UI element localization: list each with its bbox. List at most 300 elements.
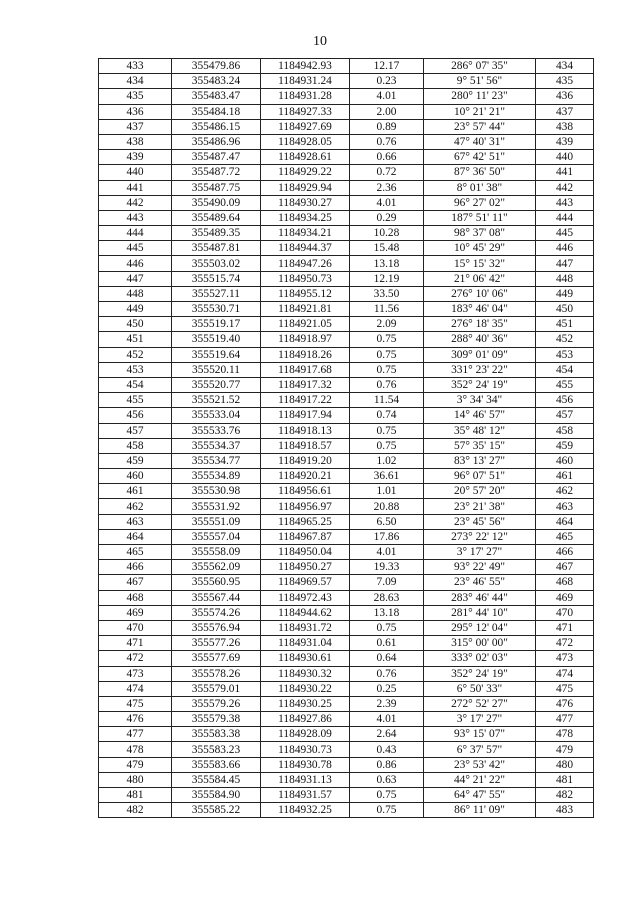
distance-cell: 13.18 [350,605,424,620]
table-row [99,696,594,711]
next-point-cell: 460 [536,453,594,468]
next-point-cell: 453 [536,347,594,362]
next-point-cell: 474 [536,666,594,681]
bearing-cell: 10° 21' 21" [424,104,536,119]
table-row [99,620,594,635]
next-point-cell: 458 [536,423,594,438]
y-coordinate-cell: 1184928.61 [261,150,350,165]
point-number-cell: 461 [99,484,172,499]
next-point-cell: 464 [536,514,594,529]
table-row [99,545,594,560]
y-coordinate-cell: 1184919.20 [261,453,350,468]
x-coordinate-cell: 355515.74 [172,271,261,286]
bearing-cell: 281° 44' 10" [424,605,536,620]
distance-cell: 13.18 [350,256,424,271]
distance-cell: 0.23 [350,74,424,89]
distance-cell: 6.50 [350,514,424,529]
table-row [99,605,594,620]
distance-cell: 0.64 [350,651,424,666]
point-number-cell: 468 [99,590,172,605]
bearing-cell: 280° 11' 23" [424,89,536,104]
x-coordinate-cell: 355489.35 [172,226,261,241]
next-point-cell: 434 [536,59,594,74]
next-point-cell: 437 [536,104,594,119]
point-number-cell: 480 [99,772,172,787]
distance-cell: 19.33 [350,560,424,575]
point-number-cell: 469 [99,605,172,620]
x-coordinate-cell: 355520.11 [172,362,261,377]
y-coordinate-cell: 1184930.25 [261,696,350,711]
distance-cell: 2.36 [350,180,424,195]
point-number-cell: 475 [99,696,172,711]
table-row [99,286,594,301]
distance-cell: 0.76 [350,377,424,392]
table-row [99,727,594,742]
distance-cell: 0.75 [350,620,424,635]
bearing-cell: 64° 47' 55" [424,788,536,803]
bearing-cell: 352° 24' 19" [424,377,536,392]
next-point-cell: 451 [536,317,594,332]
next-point-cell: 459 [536,438,594,453]
bearing-cell: 276° 10' 06" [424,286,536,301]
distance-cell: 0.89 [350,119,424,134]
point-number-cell: 464 [99,529,172,544]
bearing-cell: 272° 52' 27" [424,696,536,711]
y-coordinate-cell: 1184917.22 [261,393,350,408]
table-row [99,423,594,438]
next-point-cell: 465 [536,529,594,544]
bearing-cell: 183° 46' 04" [424,302,536,317]
next-point-cell: 446 [536,241,594,256]
bearing-cell: 10° 45' 29" [424,241,536,256]
y-coordinate-cell: 1184918.57 [261,438,350,453]
bearing-cell: 87° 36' 50" [424,165,536,180]
next-point-cell: 467 [536,560,594,575]
next-point-cell: 475 [536,681,594,696]
table-row [99,453,594,468]
next-point-cell: 471 [536,620,594,635]
distance-cell: 7.09 [350,575,424,590]
y-coordinate-cell: 1184929.94 [261,180,350,195]
bearing-cell: 331° 23' 22" [424,362,536,377]
point-number-cell: 458 [99,438,172,453]
point-number-cell: 440 [99,165,172,180]
x-coordinate-cell: 355521.52 [172,393,261,408]
distance-cell: 0.43 [350,742,424,757]
x-coordinate-cell: 355584.45 [172,772,261,787]
point-number-cell: 435 [99,89,172,104]
bearing-cell: 21° 06' 42" [424,271,536,286]
point-number-cell: 447 [99,271,172,286]
y-coordinate-cell: 1184942.93 [261,59,350,74]
distance-cell: 0.29 [350,210,424,225]
distance-cell: 12.17 [350,59,424,74]
table-row [99,89,594,104]
point-number-cell: 477 [99,727,172,742]
y-coordinate-cell: 1184967.87 [261,529,350,544]
distance-cell: 11.54 [350,393,424,408]
bearing-cell: 295° 12' 04" [424,620,536,635]
y-coordinate-cell: 1184921.81 [261,302,350,317]
table-row [99,529,594,544]
point-number-cell: 442 [99,195,172,210]
y-coordinate-cell: 1184931.04 [261,636,350,651]
table-row [99,241,594,256]
point-number-cell: 481 [99,788,172,803]
x-coordinate-cell: 355534.77 [172,453,261,468]
next-point-cell: 444 [536,210,594,225]
point-number-cell: 478 [99,742,172,757]
x-coordinate-cell: 355487.47 [172,150,261,165]
distance-cell: 20.88 [350,499,424,514]
distance-cell: 2.09 [350,317,424,332]
distance-cell: 0.75 [350,438,424,453]
y-coordinate-cell: 1184917.94 [261,408,350,423]
next-point-cell: 454 [536,362,594,377]
distance-cell: 0.63 [350,772,424,787]
point-number-cell: 474 [99,681,172,696]
table-row [99,636,594,651]
point-number-cell: 462 [99,499,172,514]
next-point-cell: 466 [536,545,594,560]
table-row [99,302,594,317]
next-point-cell: 456 [536,393,594,408]
y-coordinate-cell: 1184930.61 [261,651,350,666]
next-point-cell: 483 [536,803,594,818]
distance-cell: 0.72 [350,165,424,180]
point-number-cell: 439 [99,150,172,165]
distance-cell: 33.50 [350,286,424,301]
x-coordinate-cell: 355479.86 [172,59,261,74]
next-point-cell: 469 [536,590,594,605]
point-number-cell: 433 [99,59,172,74]
y-coordinate-cell: 1184972.43 [261,590,350,605]
point-number-cell: 436 [99,104,172,119]
x-coordinate-cell: 355534.37 [172,438,261,453]
table-row [99,195,594,210]
distance-cell: 2.64 [350,727,424,742]
point-number-cell: 449 [99,302,172,317]
bearing-cell: 352° 24' 19" [424,666,536,681]
y-coordinate-cell: 1184918.13 [261,423,350,438]
point-number-cell: 473 [99,666,172,681]
y-coordinate-cell: 1184956.61 [261,484,350,499]
distance-cell: 10.28 [350,226,424,241]
table-row [99,651,594,666]
next-point-cell: 455 [536,377,594,392]
next-point-cell: 481 [536,772,594,787]
distance-cell: 0.75 [350,788,424,803]
point-number-cell: 452 [99,347,172,362]
x-coordinate-cell: 355489.64 [172,210,261,225]
bearing-cell: 187° 51' 11" [424,210,536,225]
point-number-cell: 465 [99,545,172,560]
bearing-cell: 15° 15' 32" [424,256,536,271]
point-number-cell: 446 [99,256,172,271]
bearing-cell: 3° 34' 34" [424,393,536,408]
table-row [99,712,594,727]
point-number-cell: 450 [99,317,172,332]
next-point-cell: 448 [536,271,594,286]
next-point-cell: 452 [536,332,594,347]
x-coordinate-cell: 355519.64 [172,347,261,362]
y-coordinate-cell: 1184944.62 [261,605,350,620]
point-number-cell: 445 [99,241,172,256]
x-coordinate-cell: 355551.09 [172,514,261,529]
x-coordinate-cell: 355557.04 [172,529,261,544]
x-coordinate-cell: 355574.26 [172,605,261,620]
x-coordinate-cell: 355487.72 [172,165,261,180]
y-coordinate-cell: 1184930.73 [261,742,350,757]
x-coordinate-cell: 355519.40 [172,332,261,347]
bearing-cell: 23° 57' 44" [424,119,536,134]
x-coordinate-cell: 355534.89 [172,469,261,484]
bearing-cell: 3° 17' 27" [424,545,536,560]
point-number-cell: 451 [99,332,172,347]
y-coordinate-cell: 1184931.28 [261,89,350,104]
x-coordinate-cell: 355579.26 [172,696,261,711]
bearing-cell: 35° 48' 12" [424,423,536,438]
x-coordinate-cell: 355530.71 [172,302,261,317]
distance-cell: 4.01 [350,89,424,104]
x-coordinate-cell: 355527.11 [172,286,261,301]
x-coordinate-cell: 355487.81 [172,241,261,256]
bearing-cell: 23° 45' 56" [424,514,536,529]
point-number-cell: 482 [99,803,172,818]
distance-cell: 0.66 [350,150,424,165]
bearing-cell: 333° 02' 03" [424,651,536,666]
distance-cell: 0.75 [350,803,424,818]
bearing-cell: 96° 07' 51" [424,469,536,484]
table-row [99,74,594,89]
next-point-cell: 470 [536,605,594,620]
x-coordinate-cell: 355577.69 [172,651,261,666]
bearing-cell: 8° 01' 38" [424,180,536,195]
distance-cell: 0.76 [350,134,424,149]
bearing-cell: 23° 21' 38" [424,499,536,514]
distance-cell: 0.74 [350,408,424,423]
x-coordinate-cell: 355503.02 [172,256,261,271]
x-coordinate-cell: 355578.26 [172,666,261,681]
distance-cell: 1.02 [350,453,424,468]
point-number-cell: 472 [99,651,172,666]
y-coordinate-cell: 1184950.27 [261,560,350,575]
table-row [99,393,594,408]
distance-cell: 2.00 [350,104,424,119]
bearing-cell: 20° 57' 20" [424,484,536,499]
point-number-cell: 438 [99,134,172,149]
next-point-cell: 468 [536,575,594,590]
x-coordinate-cell: 355483.24 [172,74,261,89]
next-point-cell: 436 [536,89,594,104]
bearing-cell: 9° 51' 56" [424,74,536,89]
distance-cell: 2.39 [350,696,424,711]
bearing-cell: 98° 37' 08" [424,226,536,241]
distance-cell: 0.75 [350,423,424,438]
table-row [99,590,594,605]
table-row [99,788,594,803]
point-number-cell: 441 [99,180,172,195]
y-coordinate-cell: 1184934.21 [261,226,350,241]
next-point-cell: 449 [536,286,594,301]
table-row [99,514,594,529]
next-point-cell: 477 [536,712,594,727]
table-row [99,377,594,392]
x-coordinate-cell: 355519.17 [172,317,261,332]
x-coordinate-cell: 355562.09 [172,560,261,575]
bearing-cell: 86° 11' 09" [424,803,536,818]
table-row [99,438,594,453]
x-coordinate-cell: 355579.01 [172,681,261,696]
distance-cell: 0.61 [350,636,424,651]
point-number-cell: 455 [99,393,172,408]
table-row [99,803,594,818]
x-coordinate-cell: 355583.38 [172,727,261,742]
distance-cell: 4.01 [350,712,424,727]
y-coordinate-cell: 1184956.97 [261,499,350,514]
next-point-cell: 478 [536,727,594,742]
next-point-cell: 450 [536,302,594,317]
table-body [99,59,594,818]
y-coordinate-cell: 1184927.86 [261,712,350,727]
x-coordinate-cell: 355577.26 [172,636,261,651]
point-number-cell: 467 [99,575,172,590]
point-number-cell: 453 [99,362,172,377]
x-coordinate-cell: 355576.94 [172,620,261,635]
next-point-cell: 476 [536,696,594,711]
distance-cell: 4.01 [350,545,424,560]
next-point-cell: 457 [536,408,594,423]
table-row [99,484,594,499]
distance-cell: 4.01 [350,195,424,210]
y-coordinate-cell: 1184930.27 [261,195,350,210]
y-coordinate-cell: 1184947.26 [261,256,350,271]
table-row [99,560,594,575]
point-number-cell: 434 [99,74,172,89]
bearing-cell: 44° 21' 22" [424,772,536,787]
next-point-cell: 463 [536,499,594,514]
bearing-cell: 47° 40' 31" [424,134,536,149]
x-coordinate-cell: 355533.76 [172,423,261,438]
bearing-cell: 23° 46' 55" [424,575,536,590]
point-number-cell: 443 [99,210,172,225]
distance-cell: 0.76 [350,666,424,681]
bearing-cell: 288° 40' 36" [424,332,536,347]
y-coordinate-cell: 1184928.09 [261,727,350,742]
y-coordinate-cell: 1184930.22 [261,681,350,696]
table-row [99,499,594,514]
next-point-cell: 443 [536,195,594,210]
table-row [99,226,594,241]
y-coordinate-cell: 1184930.32 [261,666,350,681]
next-point-cell: 472 [536,636,594,651]
y-coordinate-cell: 1184927.33 [261,104,350,119]
table-row [99,332,594,347]
next-point-cell: 479 [536,742,594,757]
point-number-cell: 454 [99,377,172,392]
x-coordinate-cell: 355487.75 [172,180,261,195]
table-row [99,150,594,165]
next-point-cell: 461 [536,469,594,484]
y-coordinate-cell: 1184944.37 [261,241,350,256]
y-coordinate-cell: 1184931.57 [261,788,350,803]
x-coordinate-cell: 355579.38 [172,712,261,727]
point-number-cell: 457 [99,423,172,438]
point-number-cell: 471 [99,636,172,651]
table-row [99,408,594,423]
x-coordinate-cell: 355583.66 [172,757,261,772]
table-row [99,271,594,286]
next-point-cell: 441 [536,165,594,180]
y-coordinate-cell: 1184931.13 [261,772,350,787]
bearing-cell: 276° 18' 35" [424,317,536,332]
y-coordinate-cell: 1184969.57 [261,575,350,590]
bearing-cell: 6° 37' 57" [424,742,536,757]
x-coordinate-cell: 355531.92 [172,499,261,514]
y-coordinate-cell: 1184934.25 [261,210,350,225]
bearing-cell: 83° 13' 27" [424,453,536,468]
point-number-cell: 460 [99,469,172,484]
bearing-cell: 6° 50' 33" [424,681,536,696]
next-point-cell: 435 [536,74,594,89]
y-coordinate-cell: 1184931.24 [261,74,350,89]
y-coordinate-cell: 1184955.12 [261,286,350,301]
y-coordinate-cell: 1184917.32 [261,377,350,392]
y-coordinate-cell: 1184918.97 [261,332,350,347]
y-coordinate-cell: 1184931.72 [261,620,350,635]
point-number-cell: 470 [99,620,172,635]
table-row [99,681,594,696]
page-number: 10 [313,34,327,49]
bearing-cell: 3° 17' 27" [424,712,536,727]
point-number-cell: 479 [99,757,172,772]
table-row [99,772,594,787]
next-point-cell: 480 [536,757,594,772]
table-row [99,210,594,225]
x-coordinate-cell: 355484.18 [172,104,261,119]
distance-cell: 0.86 [350,757,424,772]
next-point-cell: 462 [536,484,594,499]
table-row [99,317,594,332]
x-coordinate-cell: 355486.15 [172,119,261,134]
x-coordinate-cell: 355530.98 [172,484,261,499]
x-coordinate-cell: 355567.44 [172,590,261,605]
distance-cell: 0.75 [350,362,424,377]
y-coordinate-cell: 1184965.25 [261,514,350,529]
next-point-cell: 445 [536,226,594,241]
next-point-cell: 440 [536,150,594,165]
bearing-cell: 93° 22' 49" [424,560,536,575]
table-row [99,757,594,772]
distance-cell: 17.86 [350,529,424,544]
table-row [99,119,594,134]
x-coordinate-cell: 355583.23 [172,742,261,757]
coordinates-table [98,58,594,818]
table-row [99,256,594,271]
next-point-cell: 442 [536,180,594,195]
point-number-cell: 444 [99,226,172,241]
table-row [99,165,594,180]
bearing-cell: 93° 15' 07" [424,727,536,742]
y-coordinate-cell: 1184930.78 [261,757,350,772]
x-coordinate-cell: 355520.77 [172,377,261,392]
x-coordinate-cell: 355558.09 [172,545,261,560]
bearing-cell: 283° 46' 44" [424,590,536,605]
y-coordinate-cell: 1184950.04 [261,545,350,560]
distance-cell: 28.63 [350,590,424,605]
table-row [99,575,594,590]
next-point-cell: 439 [536,134,594,149]
